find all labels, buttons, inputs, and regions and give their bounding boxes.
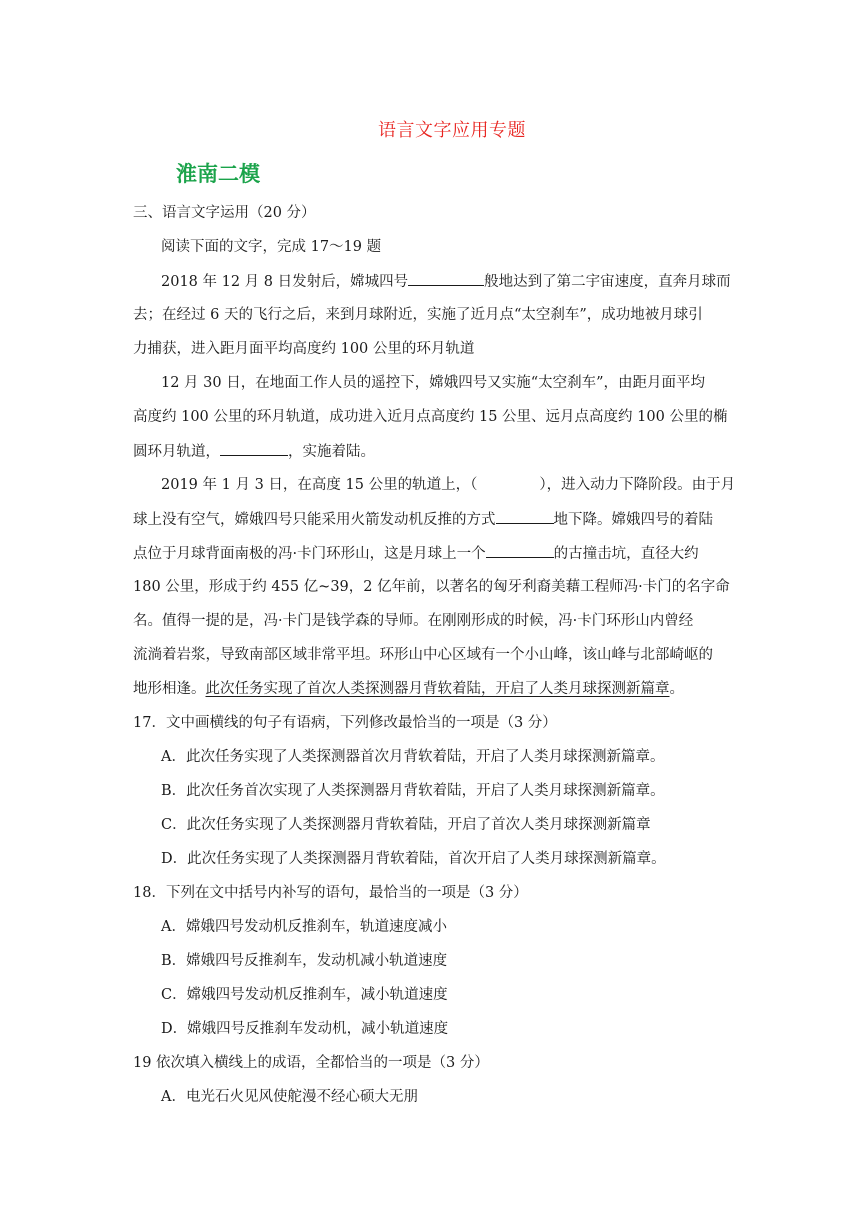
question-stem: 17．文中画横线的句子有语病，下列修改最恰当的一项是（3 分） [133,715,557,731]
question-option: D．嫦娥四号反推刹车发动机，减小轨道速度 [161,1021,449,1037]
page-subtitle: 淮南二模 [176,162,260,186]
passage-text: 地形相逢。 [133,681,206,697]
passage-text: ），进入动力下降阶段。由于月 [539,477,736,493]
page-title: 语言文字应用专题 [378,120,526,141]
passage-line [133,509,713,530]
passage-text: 圆环月轨道， [133,444,220,460]
fill-blank [496,509,554,524]
question-option: C．此次任务实现了人类探测器月背软着陆，开启了首次人类月球探测新篇章 [161,817,651,833]
fill-blank [486,543,554,558]
passage-line [133,543,699,564]
section-heading: 三、语言文字运用（20 分） [133,205,316,221]
passage-text: 的古撞击坑，直径大约 [553,546,699,562]
passage-line: 高度约 100 公里的环月轨道，成功进入近月点高度约 15 公里、远月点高度约 100 公里的椭 [133,409,728,425]
passage-line [133,441,375,462]
question-option: A．此次任务实现了人类探测器首次月背软着陆，开启了人类月球探测新篇章。 [161,749,665,765]
passage-text: 点位于月球背面南极的冯·卡门环形山，这是月球上一个 [133,546,486,562]
passage-line: 180 公里，形成于约 455 亿~39，2 亿年前，以著名的匈牙利裔美藉工程师冯·卡门的名字命 [133,579,730,595]
instruction-text: 阅读下面的文字，完成 17～19 题 [161,239,382,255]
passage-text: 。 [669,681,684,697]
question-option: C．嫦娥四号发动机反推刹车，减小轨道速度 [161,987,448,1003]
passage-text: 地下降。嫦娥四号的着陆 [553,512,713,528]
question-option: A．电光石火见风使舵漫不经心硕大无朋 [161,1089,418,1105]
passage-text: 球上没有空气，嫦娥四号只能采用火箭发动机反推的方式 [133,512,496,528]
passage-text: 2018 年 12 月 8 日发射后，嫦城四号 [161,274,409,290]
passage-text: 般地达到了第二宇宙速度，直奔月球而 [484,274,731,290]
question-stem: 18．下列在文中括号内补写的语句，最恰当的一项是（3 分） [133,885,528,901]
question-option: B．嫦娥四号反推刹车，发动机减小轨道速度 [161,953,448,969]
question-stem: 19 依次填入横线上的成语，全都恰当的一项是（3 分） [133,1055,489,1071]
question-option: A．嫦娥四号发动机反推刹车，轨道速度减小 [161,919,447,935]
passage-line: 去；在经过 6 天的飞行之后，来到月球附近，实施了近月点“太空刹车”，成功地被月球引 [133,307,703,323]
question-option: D．此次任务实现了人类探测器月背软着陆，首次开启了人类月球探测新篇章。 [161,851,666,867]
passage-line: 力捕获，进入距月面平均高度约 100 公里的环月轨道 [133,341,475,357]
passage-line: 12 月 30 日，在地面工作人员的遥控下，嫦娥四号又实施“太空刹车”，由距月面平均 [161,375,706,391]
passage-line: 名。值得一提的是，冯·卡门是钱学森的导师。在刚刚形成的时候，冯·卡门环形山内曾经 [133,613,694,629]
fill-blank [220,441,288,456]
question-option: B．此次任务首次实现了人类探测器月背软着陆，开启了人类月球探测新篇章。 [161,783,665,799]
fill-blank [408,271,484,286]
passage-line [161,475,735,495]
underlined-sentence: 此次任务实现了首次人类探测器月背软着陆，开启了人类月球探测新篇章 [205,681,670,697]
passage-line: 流淌着岩浆，导致南部区域非常平坦。环形山中心区域有一个小山峰，该山峰与北部崎岖的 [133,647,713,663]
passage-text: 2019 年 1 月 3 日，在高度 15 公里的轨道上，（ [161,477,478,493]
passage-line [161,271,731,292]
passage-line [133,679,684,699]
passage-text: ，实施着陆。 [288,444,375,460]
